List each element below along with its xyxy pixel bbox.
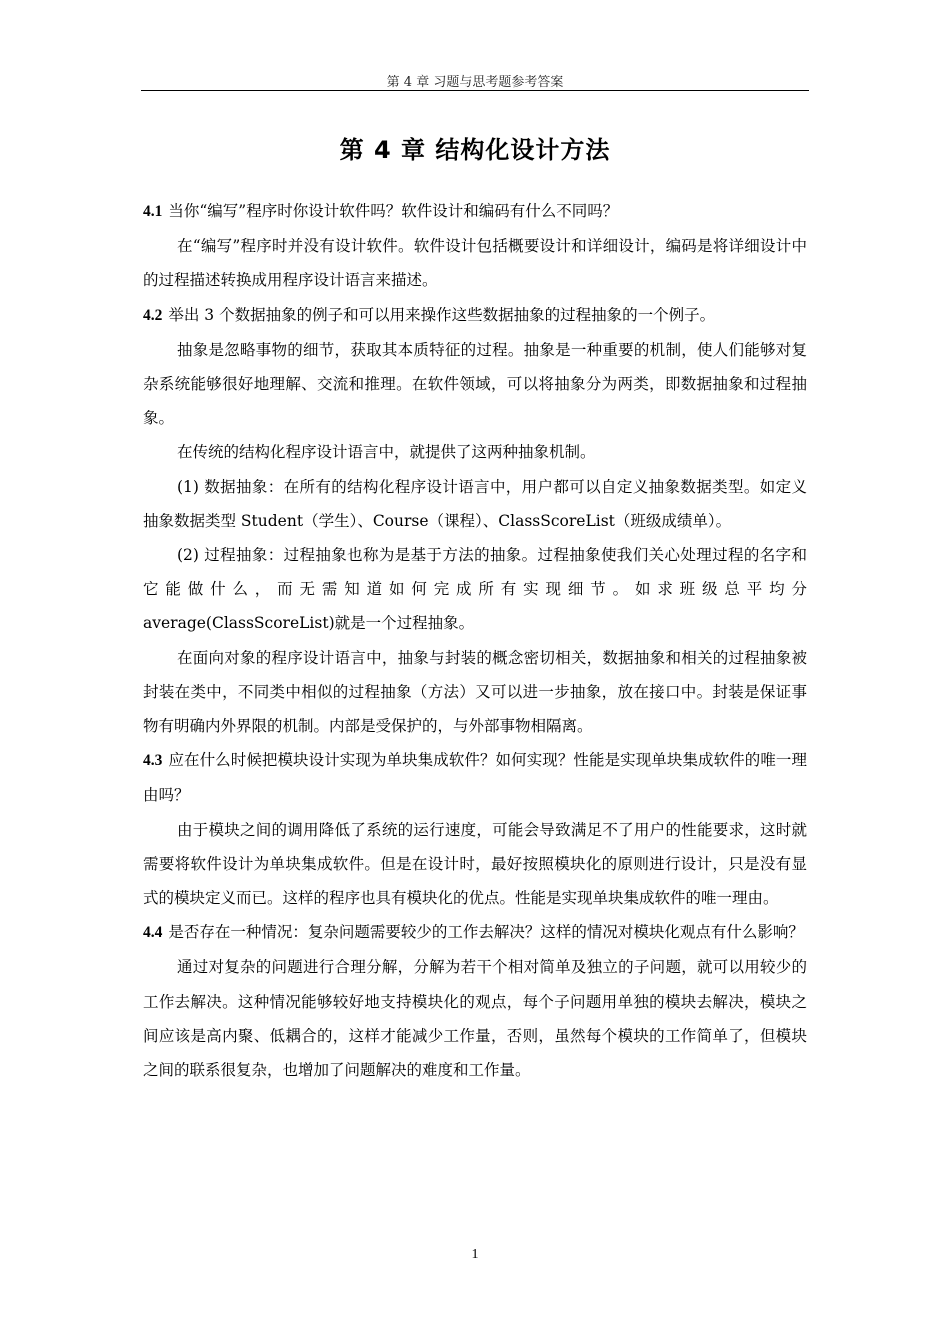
question-number: 4.3 — [143, 752, 163, 770]
question-number: 4.4 — [143, 924, 163, 942]
question-4-3 — [143, 743, 807, 812]
answer-paragraph: 抽象是忽略事物的细节，获取其本质特征的过程。抽象是一种重要的机制，使人们能够对复杂系统能够很好地理解、交流和推理。在软件领域，可以将抽象分为两类，即数据抽象和过程抽象。 — [143, 340, 807, 428]
document-body — [143, 194, 807, 1087]
answer-paragraph: 在传统的结构化程序设计语言中，就提供了这两种抽象机制。 — [177, 443, 596, 462]
question-4-4 — [143, 915, 807, 950]
question-number: 4.2 — [143, 306, 163, 324]
header-rule — [141, 90, 809, 91]
question-text: 当你“编写”程序时你设计软件吗？软件设计和编码有什么不同吗？ — [168, 202, 619, 220]
answer-paragraph: 在面向对象的程序设计语言中，抽象与封装的概念密切相关，数据抽象和相关的过程抽象被封装在类中，不同类中相似的过程抽象（方法）又可以进一步抽象，放在接口中。封装是保证事物有明确内外界限的机制。内部是受保护的，与外部事物相隔离。 — [143, 648, 807, 736]
question-4-1 — [143, 194, 807, 229]
answer-paragraph: 在“编写”程序时并没有设计软件。软件设计包括概要设计和详细设计，编码是将详细设计中的过程描述转换成用程序设计语言来描述。 — [143, 237, 807, 290]
question-number: 4.1 — [143, 203, 163, 220]
question-4-2 — [143, 298, 807, 333]
answer-paragraph: 由于模块之间的调用降低了系统的运行速度，可能会导致满足不了用户的性能要求，这时就需要将软件设计为单块集成软件。但是在设计时，最好按照模块化的原则进行设计，只是没有显式的模块定义而已。这样的程序也具有模块化的优点。性能是实现单块集成软件的唯一理由。 — [143, 820, 807, 908]
chapter-title: 第 4 章 结构化设计方法 — [339, 136, 611, 164]
question-text: 是否存在一种情况：复杂问题需要较少的工作去解决？这样的情况对模块化观点有什么影响？ — [168, 923, 804, 942]
question-text: 举出 3 个数据抽象的例子和可以用来操作这些数据抽象的过程抽象的一个例子。 — [168, 305, 716, 324]
running-header: 第 4 章 习题与思考题参考答案 — [386, 75, 564, 90]
answer-paragraph: (1) 数据抽象：在所有的结构化程序设计语言中，用户都可以自定义抽象数据类型。如定义抽象数据类型 Student（学生）、Course（课程）、ClassScoreList（班级成绩单）。 — [143, 477, 807, 530]
answer-paragraph: (2) 过程抽象：过程抽象也称为是基于方法的抽象。过程抽象使我们关心处理过程的名字和它能做什么，而无需知道如何完成所有实现细节。如求班级总平均分 — [143, 546, 807, 599]
answer-paragraph-continuation: average(ClassScoreList)就是一个过程抽象。 — [143, 614, 475, 633]
question-text: 应在什么时候把模块设计实现为单块集成软件？如何实现？性能是实现单块集成软件的唯一理由吗？ — [143, 751, 807, 805]
answer-paragraph: 通过对复杂的问题进行合理分解，分解为若干个相对简单及独立的子问题，就可以用较少的工作去解决。这种情况能够较好地支持模块化的观点，每个子问题用单独的模块去解决，模块之间应该是高内聚、低耦合的，这样才能减少工作量，否则，虽然每个模块的工作简单了，但模块之间的联系很复杂，也增加了问题解决的难度和工作量。 — [143, 958, 807, 1080]
page-number: 1 — [471, 1247, 479, 1262]
